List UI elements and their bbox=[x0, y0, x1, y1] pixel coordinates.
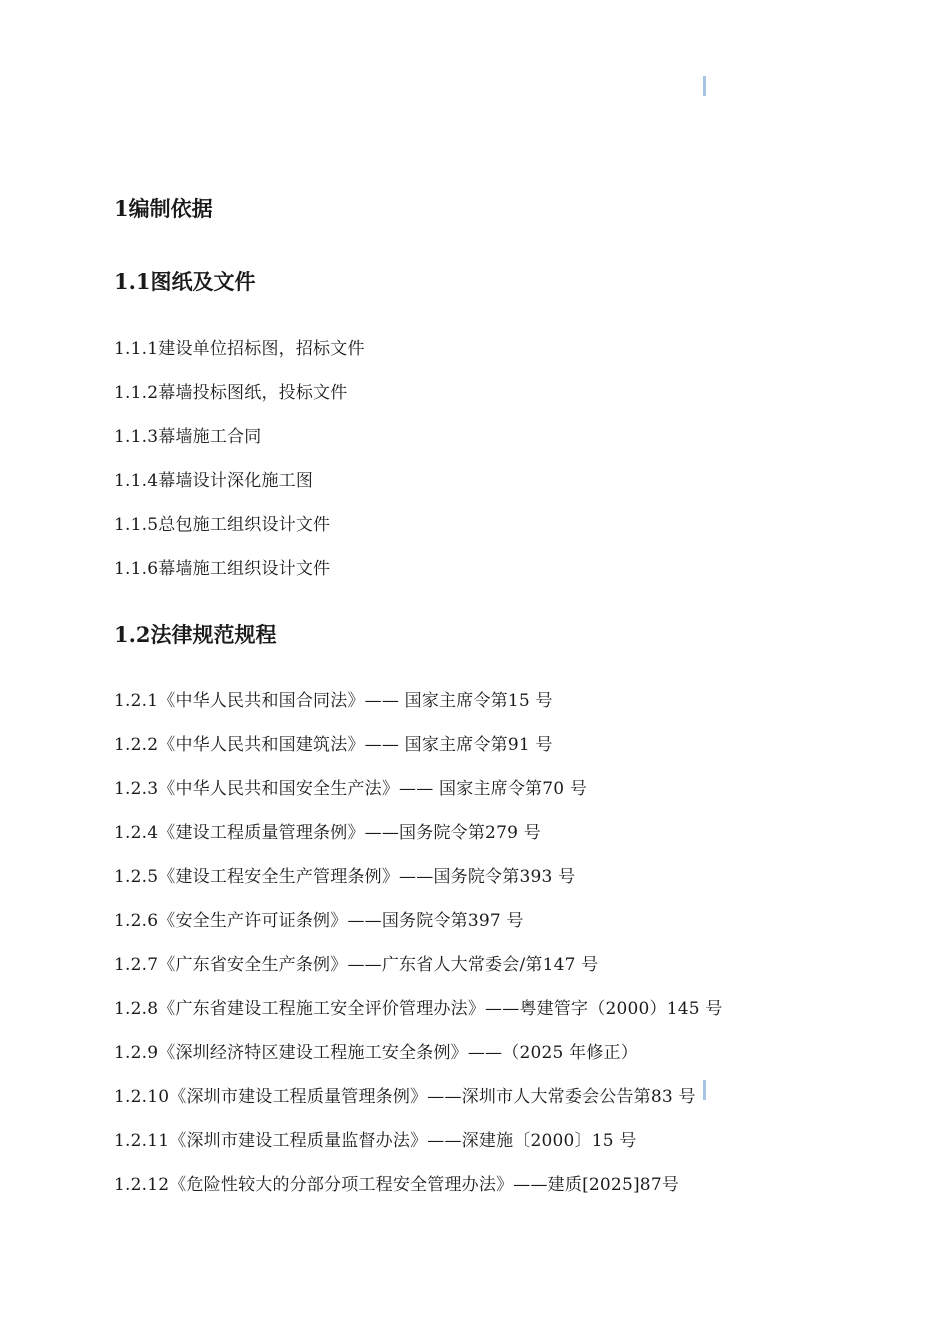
text-cursor-mark bbox=[703, 76, 706, 96]
section-heading-drawings: 1.1图纸及文件 bbox=[114, 269, 256, 294]
list-item: 1.2.5《建设工程安全生产管理条例》——国务院令第393 号 bbox=[114, 867, 576, 887]
list-item: 1.2.6《安全生产许可证条例》——国务院令第397 号 bbox=[114, 911, 524, 931]
list-item: 1.2.1《中华人民共和国合同法》—— 国家主席令第15 号 bbox=[114, 691, 553, 711]
list-item: 1.2.10《深圳市建设工程质量管理条例》——深圳市人大常委会公告第83 号 bbox=[114, 1087, 696, 1107]
list-item: 1.1.6幕墙施工组织设计文件 bbox=[114, 559, 331, 579]
list-item: 1.1.3幕墙施工合同 bbox=[114, 427, 262, 447]
list-item: 1.2.9《深圳经济特区建设工程施工安全条例》——（2025 年修正） bbox=[114, 1043, 638, 1063]
list-item: 1.1.1建设单位招标图，招标文件 bbox=[114, 339, 365, 359]
list-item: 1.2.11《深圳市建设工程质量监督办法》——深建施〔2000〕15 号 bbox=[114, 1131, 637, 1151]
list-item: 1.2.4《建设工程质量管理条例》——国务院令第279 号 bbox=[114, 823, 541, 843]
list-item: 1.1.2幕墙投标图纸，投标文件 bbox=[114, 383, 348, 403]
chapter-heading: 1编制依据 bbox=[114, 196, 213, 221]
drawings-list bbox=[114, 337, 365, 601]
list-item: 1.1.4幕墙设计深化施工图 bbox=[114, 471, 314, 491]
list-item: 1.1.5总包施工组织设计文件 bbox=[114, 515, 331, 535]
list-item: 1.2.3《中华人民共和国安全生产法》—— 国家主席令第70 号 bbox=[114, 779, 588, 799]
list-item: 1.2.8《广东省建设工程施工安全评价管理办法》——粤建管字（2000）145 号 bbox=[114, 999, 723, 1019]
list-item: 1.2.12《危险性较大的分部分项工程安全管理办法》——建质[2025]87号 bbox=[114, 1175, 680, 1195]
laws-list bbox=[114, 689, 723, 1217]
section-heading-laws: 1.2法律规范规程 bbox=[114, 622, 277, 647]
list-item: 1.2.2《中华人民共和国建筑法》—— 国家主席令第91 号 bbox=[114, 735, 553, 755]
text-cursor-mark bbox=[703, 1080, 706, 1100]
list-item: 1.2.7《广东省安全生产条例》——广东省人大常委会/第147 号 bbox=[114, 955, 599, 975]
